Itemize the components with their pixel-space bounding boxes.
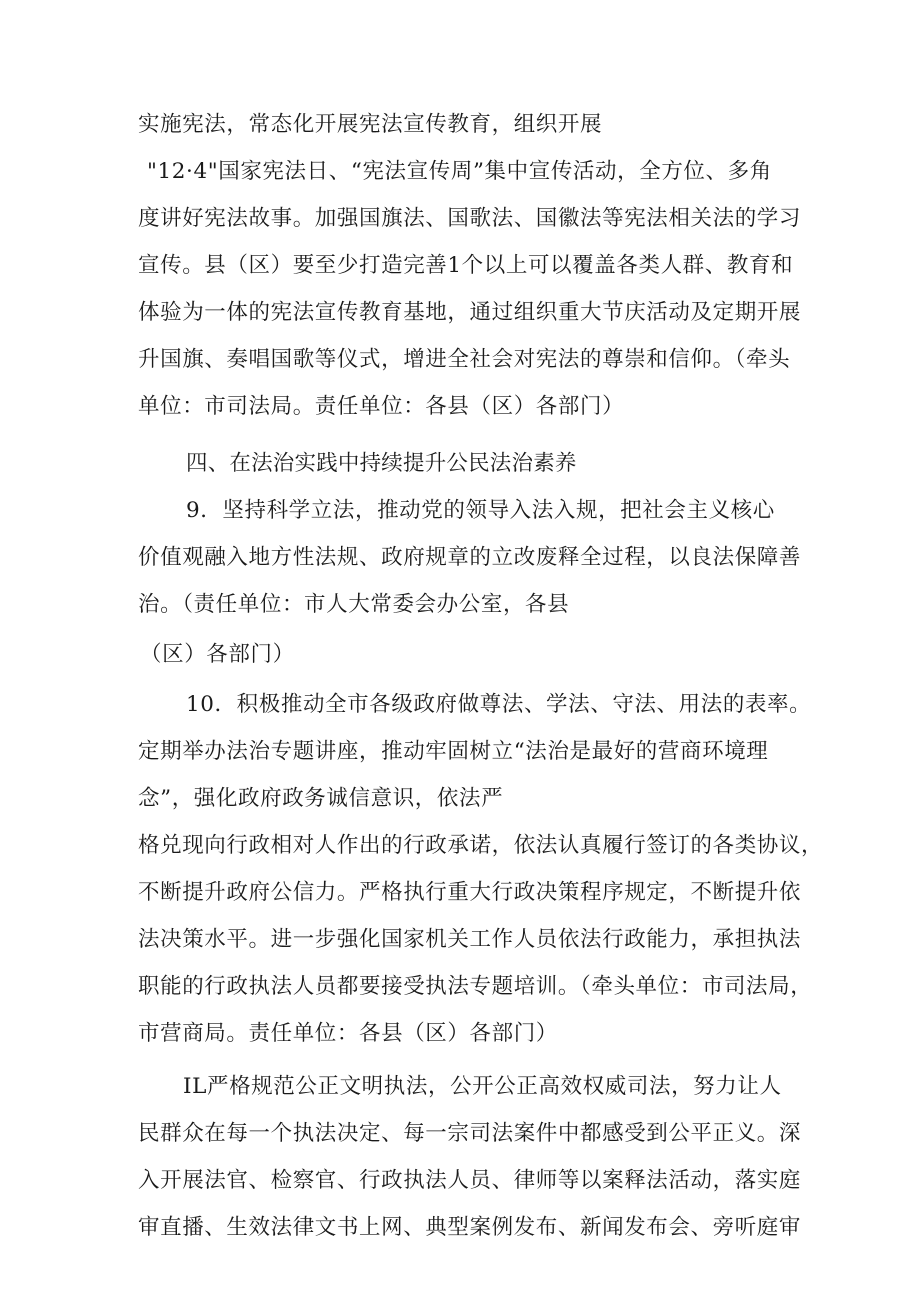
text-line: （区）各部门）	[140, 642, 295, 667]
text-line: 格兑现向行政相对人作出的行政承诺，依法认真履行签订的各类协议，	[138, 833, 824, 858]
text-line: 审直播、生效法律文书上网、典型案例发布、新闻发布会、旁听庭审	[138, 1215, 802, 1240]
text-line: 念”，强化政府政务诚信意识，依法严	[138, 786, 504, 811]
text-line: 民群众在每一个执法决定、每一宗司法案件中都感受到公平正义。深	[138, 1121, 802, 1146]
text-line: 价值观融入地方性法规、政府规章的立改废释全过程，以良法保障善	[138, 545, 802, 570]
text-line: 单位：市司法局。责任单位：各县（区）各部门）	[138, 394, 625, 419]
text-line: 入开展法官、检察官、行政执法人员、律师等以案释法活动，落实庭	[138, 1168, 802, 1193]
text-line: "12·4"国家宪法日、“宪法宣传周”集中宣传活动，全方位、多角	[147, 159, 772, 184]
text-line: 实施宪法，常态化开展宪法宣传教育，组织开展	[138, 112, 603, 137]
text-line: 法决策水平。进一步强化国家机关工作人员依法行政能力，承担执法	[138, 927, 802, 952]
text-line: 治。（责任单位：市人大常委会办公室，各县	[138, 592, 570, 617]
text-line: 升国旗、奏唱国歌等仪式，增进全社会对宪法的尊崇和信仰。（牵头	[138, 347, 791, 372]
text-line: 宣传。县（区）要至少打造完善1个以上可以覆盖各类人群、教育和	[138, 253, 794, 278]
section-heading: 四、在法治实践中持续提升公民法治素养	[186, 451, 577, 476]
text-line: 10．积极推动全市各级政府做尊法、学法、守法、用法的表率。	[186, 692, 812, 717]
text-line: IL严格规范公正文明执法，公开公正高效权威司法，努力让人	[183, 1074, 782, 1099]
text-line: 职能的行政执法人员都要接受执法专题培训。（牵头单位：市司法局，	[138, 974, 813, 999]
text-line: 定期举办法治专题讲座，推动牢固树立“法治是最好的营商环境理	[138, 739, 769, 764]
text-line: 市营商局。责任单位：各县（区）各部门）	[138, 1021, 558, 1046]
text-line: 体验为一体的宪法宣传教育基地，通过组织重大节庆活动及定期开展	[138, 300, 802, 325]
text-line: 不断提升政府公信力。严格执行重大行政决策程序规定，不断提升依	[138, 880, 802, 905]
text-line: 度讲好宪法故事。加强国旗法、国歌法、国徽法等宪法相关法的学习	[138, 206, 802, 231]
text-line: 9．坚持科学立法，推动党的领导入法入规，把社会主义核心	[186, 498, 775, 523]
